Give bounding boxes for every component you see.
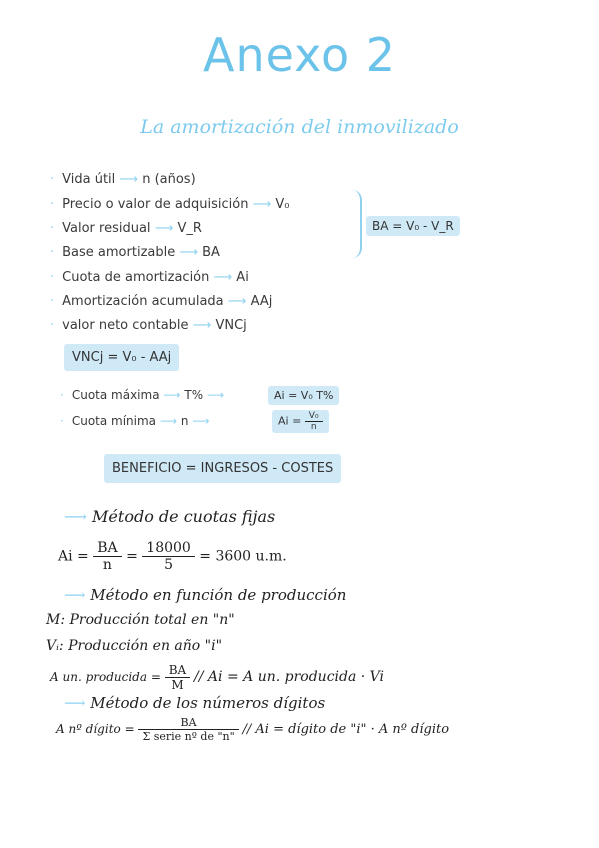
metodo-produccion-heading: ⟶ Método en función de producción: [64, 586, 347, 604]
fijas-formula: Ai = $\frac{BA}{n}$ = $\frac{18000}{5}$ = 3600 u.m.: [58, 540, 287, 573]
bullet-cuota: · Cuota de amortización ⟶ Ai: [50, 270, 249, 285]
bullet-amort-acumulada: · Amortización acumulada ⟶ AAj: [50, 294, 273, 309]
vnc-formula-box: VNCj = V₀ - AAj: [64, 344, 179, 371]
bullet-valor-neto: · valor neto contable ⟶ VNCj: [50, 318, 247, 333]
cuota-maxima: · Cuota máxima ⟶ T% ⟶: [60, 388, 225, 402]
bullet-base-amortizable: · Base amortizable ⟶ BA: [50, 245, 220, 260]
unidad-formula: A un. producida = $\frac{BA}{M}$ // Ai = A un. producida · Vi: [50, 663, 385, 692]
metodo-fijas-heading: ⟶ Método de cuotas fijas: [64, 507, 276, 526]
cuota-minima-formula: Ai = $\frac{\text{V₀}}{n}$: [272, 410, 329, 433]
page-subtitle: La amortización del inmovilizado: [140, 116, 459, 138]
cuota-minima: · Cuota mínima ⟶ n ⟶: [60, 414, 210, 428]
digito-formula: A nº dígito = $\frac{BA}{\text{Σ serie nº de "n"}}$ // Ai = dígito de "i" · A nº dígito: [56, 716, 450, 743]
page-title: Anexo 2: [203, 28, 396, 82]
bullet-valor-residual: · Valor residual ⟶ V_R: [50, 221, 202, 236]
metodo-digitos-heading: ⟶ Método de los números dígitos: [64, 694, 326, 712]
bullet-precio: · Precio o valor de adquisición ⟶ V₀: [50, 197, 290, 212]
bullet-vida-util: · Vida útil ⟶ n (años): [50, 172, 196, 187]
vi-definition: Vᵢ: Producción en año "i": [46, 638, 223, 654]
m-definition: M: Producción total en "n": [46, 612, 235, 628]
brace: [348, 190, 362, 258]
beneficio-box: BENEFICIO = INGRESOS - COSTES: [104, 454, 341, 483]
ba-formula-box: BA = V₀ - V_R: [366, 216, 460, 236]
cuota-maxima-formula: Ai = V₀ T%: [268, 386, 339, 405]
